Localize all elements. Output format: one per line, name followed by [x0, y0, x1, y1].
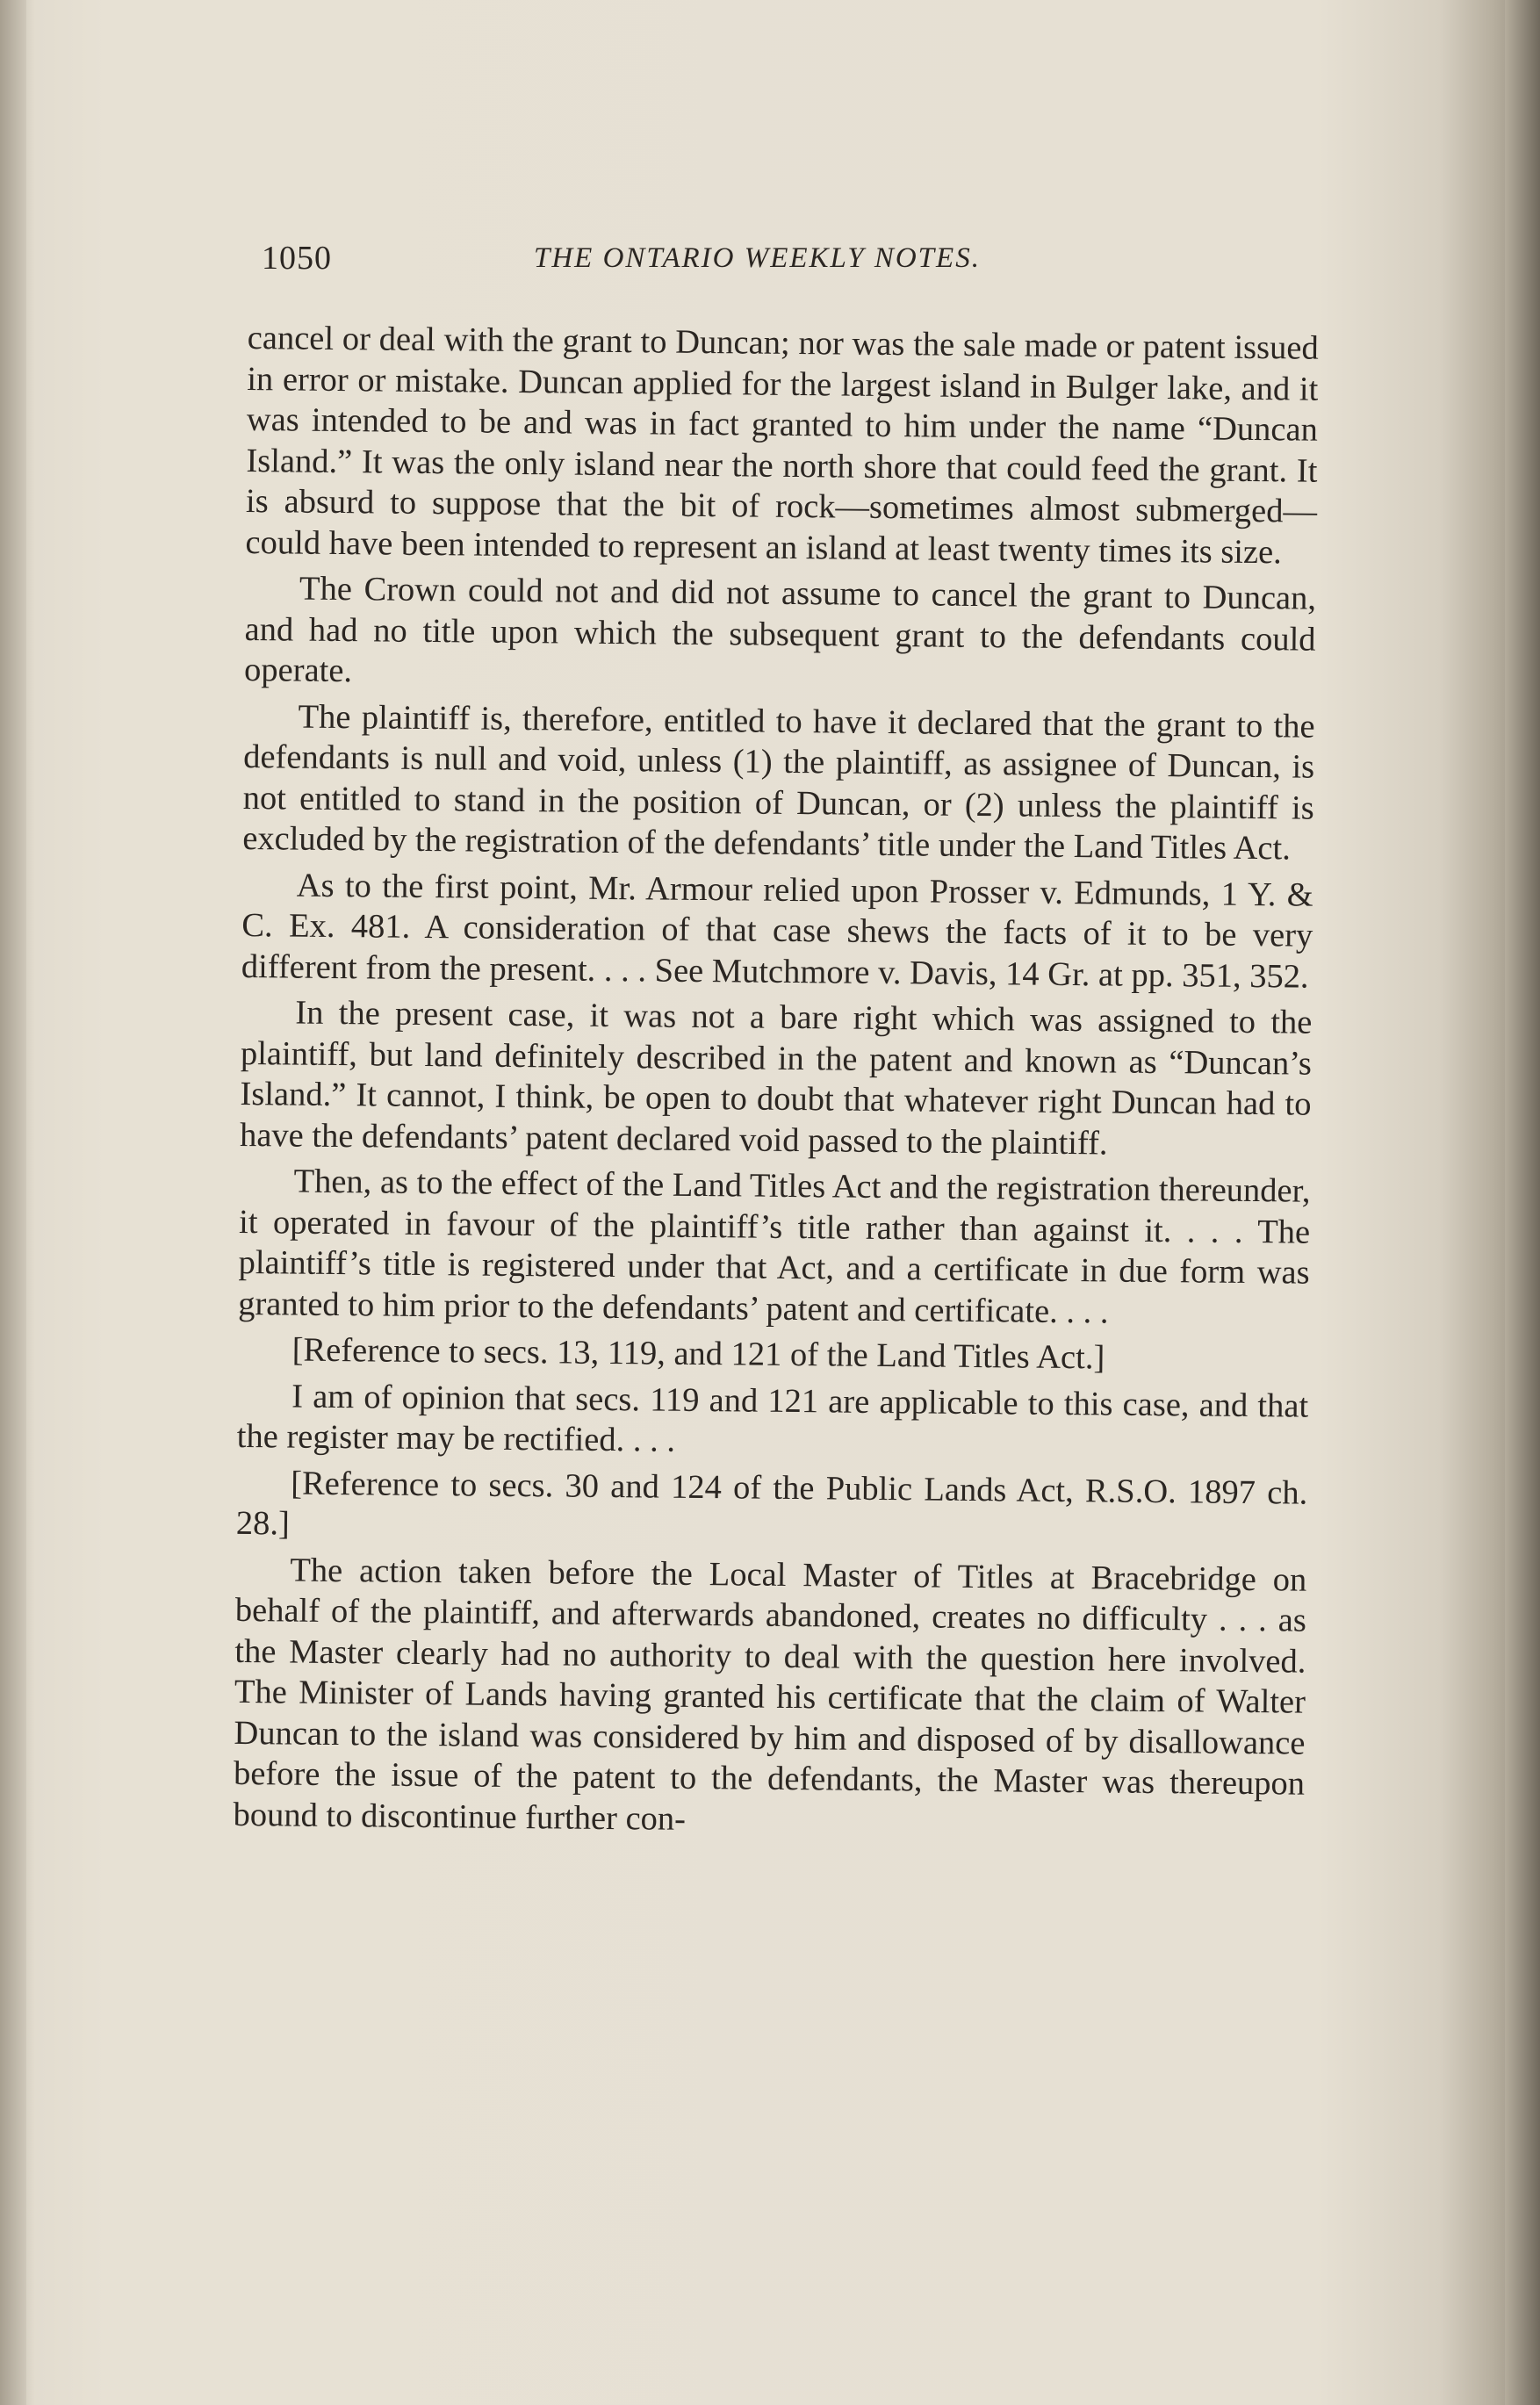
running-title: THE ONTARIO WEEKLY NOTES. — [534, 242, 981, 274]
reference-note: [Reference to secs. 13, 119, and 121 of the Land Titles Act.] — [291, 1331, 1105, 1377]
paragraph: The plaintiff is, therefore, entitled to have it declared that the grant to the defendants is null and void, unless (1) the plaintiff, as assignee of Duncan, is not entitled to stand in the position of Duncan, or (2) unless the plaintiff is excluded by the registration of the defendants’ title under the Land Titles Act. — [242, 698, 1315, 868]
paragraph: The Crown could not and did not assume to cancel the grant to Duncan, and had no title upon which the subsequent grant to the defendants could operate. — [243, 570, 1317, 690]
paragraph-continuation: cancel or deal with the grant to Duncan; nor was the sale made or patent issued in error or mistake. Duncan applied for the largest island in Bulger lake, and it was intended to be and was in fact granted to him under the name “Duncan Island.” It was the only island near the north shore that could feed the grant. It is absurd to suppose that the bit of rock—sometimes almost submerged—could have been intended to represent an island at least twenty times its size. — [245, 319, 1319, 571]
paragraph: As to the first point, Mr. Armour relied upon Prosser v. Edmunds, 1 Y. & C. Ex. 481. A consideration of that case shews the facts of it to be very different from the present. . . . See Mutchmore v. Davis, 14 Gr. at pp. 351, 352. — [241, 867, 1313, 996]
paragraph: The action taken before the Local Master of Titles at Bracebridge on behalf of the plaintiff, and afterwards abandoned, creates no difficulty . . . as the Master clearly had no authority to deal with the question here involved. The Minister of Lands having granted his certificate that the claim of Walter Duncan to the island was considered by him and disposed of by disallowance before the issue of the patent to the defendants, the Master was thereupon bound to discontinue further con- — [233, 1552, 1307, 1838]
page-number: 1050 — [262, 240, 332, 277]
paragraph: I am of opinion that secs. 119 and 121 are applicable to this case, and that the register may be rectified. . . . — [236, 1378, 1309, 1459]
paragraph: In the present case, it was not a bare right which was assigned to the plaintiff, but land definitely described in the patent and known as “Duncan’s Island.” It cannot, I think, be open to doubt that whatever right Duncan had to have the defendants’ patent declared void passed to the plaintiff. — [239, 994, 1313, 1162]
page-header — [262, 239, 1342, 292]
body-text — [233, 318, 1319, 1851]
paragraph: Then, as to the effect of the Land Titles Act and the registration thereunder, it operated in favour of the plaintiff’s title rather than against it. . . . The plaintiff’s title is registered under that Act, and a certificate in due form was granted to him prior to the defendants’ patent and certificate. . . . — [238, 1163, 1311, 1330]
page-right-edge — [1505, 0, 1540, 2405]
binding-edge — [0, 0, 26, 2405]
reference-note: [Reference to secs. 30 and 124 of the Public Lands Act, R.S.O. 1897 ch. 28.] — [235, 1465, 1308, 1543]
